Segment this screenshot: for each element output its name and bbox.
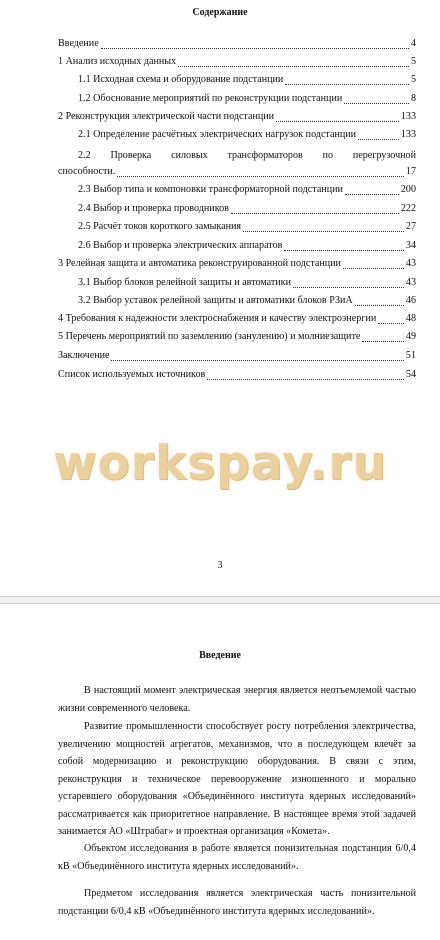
paragraph: Предметом исследования является электрическая часть понизительной подстанции 6/0,4 кВ «Объединённого института ядерных исследований». — [58, 888, 416, 917]
toc-entry[interactable]: 2.1 Определение расчётных электрических нагрузок подстанции 133 — [78, 129, 416, 140]
toc-entry[interactable]: 4 Требования к надежности электроснабжения и качеству электроэнергии 48 — [58, 313, 416, 324]
toc-entry[interactable]: 2.3 Выбор типа и компоновки трансформаторной подстанции 200 — [78, 184, 416, 195]
toc-entry[interactable]: Заключение 51 — [58, 350, 416, 361]
toc-entry[interactable]: 1.1 Исходная схема и оборудование подстанции 5 — [78, 74, 416, 85]
toc-entry[interactable]: 1 Анализ исходных данных 5 — [58, 56, 416, 67]
watermark-text: workspay.ru — [53, 436, 387, 491]
toc-entry[interactable]: 2.6 Выбор и проверка электрических аппаратов 34 — [78, 240, 416, 251]
document-page-2 — [0, 604, 440, 940]
toc-entry[interactable]: 1.2 Обоснование мероприятий по реконструкции подстанции 8 — [78, 93, 416, 104]
toc-entry[interactable]: 3 Релейная защита и автоматика реконструированной подстанции 43 — [58, 258, 416, 269]
toc-entry[interactable]: 5 Перечень мероприятий по заземлению (занулению) и молниезащите 49 — [58, 331, 416, 342]
section-title: Введение — [199, 650, 241, 661]
toc-entry[interactable]: 2 Реконструкция электрической части подстанции 133 — [58, 111, 416, 122]
page-separator — [0, 596, 440, 604]
paragraph: Развитие промышленности способствует росту потребления электричества, увеличению мощностей агрегатов, механизмов, что в последующем влечёт за собой модернизацию и реконструкцию оборудования. В связи с этим, реконструкция и техническое перевооружение изношенного и морально устаревшего оборудования «Объединённого института ядерных исследований» рассматривается как приоритетное направление. В настоящее время этой задачей занимается АО «Штрабаг» и проектная организация «Комета». — [58, 721, 416, 837]
toc-entry[interactable]: 3.2 Выбор уставок релейной защиты и автоматики блоков РЗиА 46 — [78, 295, 416, 306]
toc-entry[interactable]: 3.1 Выбор блоков релейной защиты и автоматики 43 — [78, 277, 416, 288]
page-number: 3 — [217, 560, 223, 571]
toc-entry[interactable]: 2.4 Выбор и проверка проводников 222 — [78, 203, 416, 214]
toc-entry-line2[interactable]: способности. 17 — [58, 166, 416, 177]
toc-entry[interactable]: 2.5 Расчёт токов короткого замыкания 27 — [78, 221, 416, 232]
toc-entry[interactable]: Введение 4 — [58, 38, 416, 49]
paragraph: Объектом исследования в работе является понизительная подстанция 6/0,4 кВ «Объединённого института ядерных исследований». — [58, 843, 416, 872]
toc-title: Содержание — [192, 7, 248, 18]
paragraph: В настоящий момент электрическая энергия является неотъемлемой частью жизни современного человека. — [58, 685, 416, 714]
toc-entry-line1[interactable]: 2.2 Проверка силовых трансформаторов по перегрузочной — [78, 150, 416, 161]
toc-entry[interactable]: Список используемых источников 54 — [58, 369, 416, 380]
